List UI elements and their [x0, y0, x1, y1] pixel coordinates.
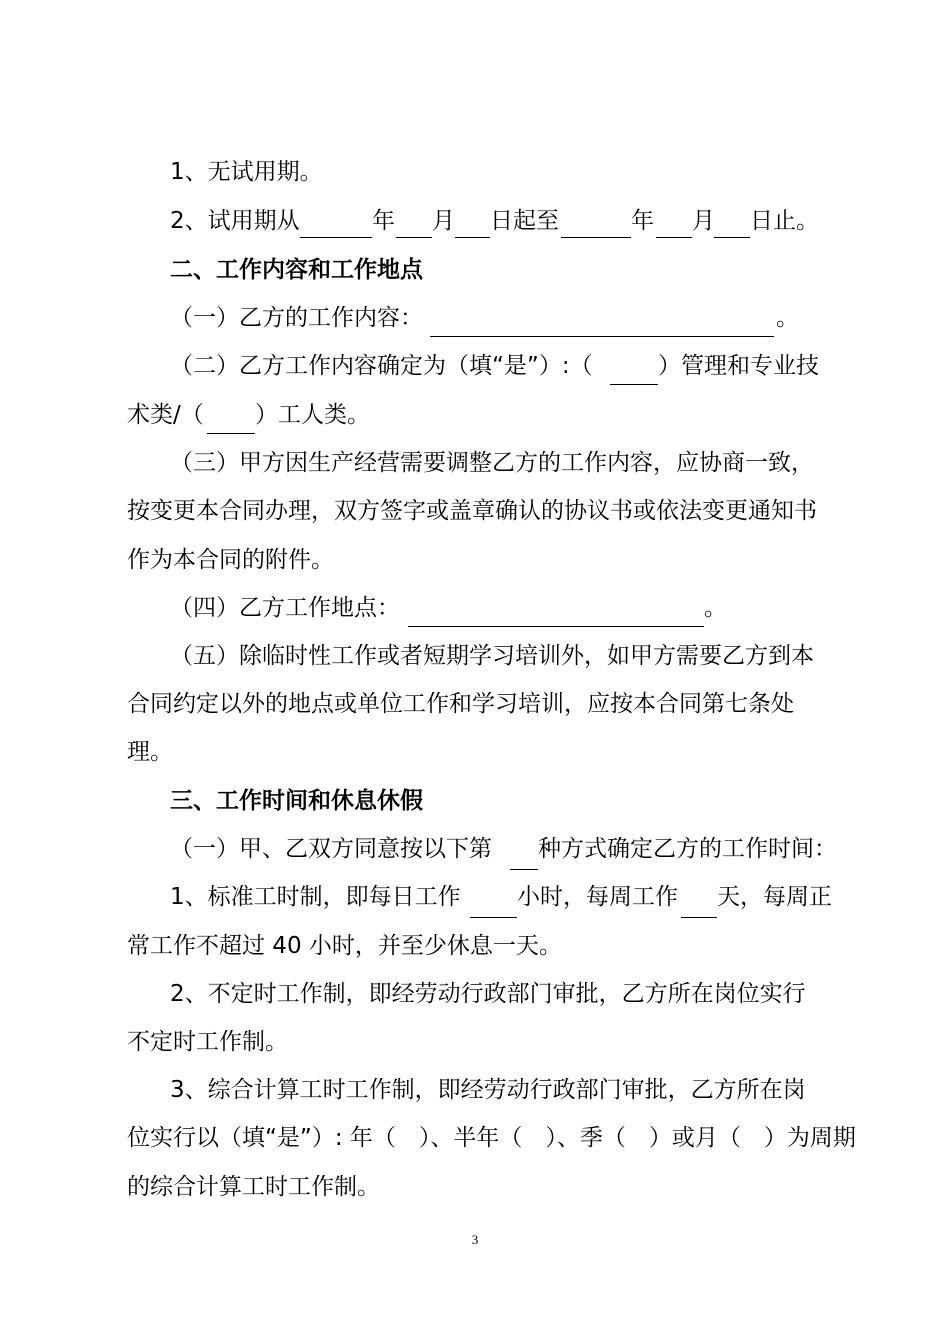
- adjust-line3: [0, 540, 950, 580]
- section2-heading-line: [0, 250, 950, 290]
- comprehensive-hours-text3: 的综合计算工时工作制。: [127, 1174, 380, 1200]
- trial-start-year-blank[interactable]: [300, 237, 372, 238]
- trial-end-month-blank[interactable]: [656, 237, 692, 238]
- work-type-line2: [0, 395, 950, 435]
- work-hours-mode-line: [0, 829, 950, 869]
- training-line2: [0, 684, 950, 724]
- training-text1: （五）除临时性工作或者短期学习培训外，如甲方需要乙方到本: [170, 643, 814, 669]
- trial-range-prefix: 2、试用期从: [170, 208, 300, 234]
- work-content-blank[interactable]: [430, 336, 774, 337]
- trial-start-month-label: 月: [432, 208, 455, 234]
- daily-hours-blank[interactable]: [470, 917, 517, 918]
- work-type-mgmt-blank[interactable]: [610, 384, 658, 385]
- work-type-text1: （二）乙方工作内容确定为（填“是”）:（: [170, 353, 593, 379]
- section2-heading: 二、工作内容和工作地点: [170, 257, 423, 283]
- comprehensive-hours-line3: [0, 1167, 950, 1207]
- trial-end-year-label: 年: [631, 208, 654, 234]
- trial-end-month-label: 月: [692, 208, 715, 234]
- adjust-text3: 作为本合同的附件。: [127, 547, 334, 573]
- standard-hours-text-c: 天，每周正: [717, 884, 832, 910]
- trial-start-day-label: 日起至: [490, 208, 559, 234]
- flexible-hours-text1: 2、不定时工作制，即经劳动行政部门审批，乙方所在岗位实行: [170, 981, 806, 1007]
- training-text2: 合同约定以外的地点或单位工作和学习培训，应按本合同第七条处: [127, 691, 794, 717]
- work-content-end: 。: [776, 305, 799, 331]
- work-type-worker-blank[interactable]: [207, 433, 255, 434]
- standard-hours-text-2: 常工作不超过 40 小时，并至少休息一天。: [127, 933, 562, 959]
- work-hours-mode-text-b: 种方式确定乙方的工作时间：: [538, 836, 837, 862]
- flexible-hours-line1: [0, 974, 950, 1014]
- work-content-line: [0, 298, 950, 338]
- comprehensive-hours-line1: [0, 1070, 950, 1110]
- page-number: 3: [471, 1232, 479, 1247]
- work-location-label: （四）乙方工作地点：: [170, 595, 400, 621]
- trial-none-text: 1、无试用期。: [170, 159, 323, 185]
- work-location-line: [0, 588, 950, 628]
- standard-hours-line2: [0, 926, 950, 966]
- work-location-blank[interactable]: [408, 626, 704, 627]
- trial-range-line: [0, 201, 950, 241]
- work-hours-mode-blank[interactable]: [510, 869, 538, 870]
- work-location-end: 。: [704, 595, 727, 621]
- flexible-hours-line2: [0, 1022, 950, 1062]
- training-line3: [0, 732, 950, 772]
- work-content-label: （一）乙方的工作内容：: [170, 305, 423, 331]
- flexible-hours-text2: 不定时工作制。: [127, 1029, 288, 1055]
- comprehensive-hours-text1: 3、综合计算工时工作制，即经劳动行政部门审批，乙方所在岗: [170, 1077, 806, 1103]
- work-type-line1: [0, 346, 950, 386]
- weekly-days-blank[interactable]: [681, 917, 717, 918]
- work-type-text1-end: ）管理和专业技: [658, 353, 819, 379]
- work-type-text2: 术类/（: [127, 402, 204, 428]
- standard-hours-text-b: 小时，每周工作: [517, 884, 678, 910]
- trial-start-year-label: 年: [372, 208, 395, 234]
- adjust-text2: 按变更本合同办理，双方签字或盖章确认的协议书或依法变更通知书: [127, 498, 817, 524]
- training-line1: [0, 636, 950, 676]
- trial-end-day-label: 日止。: [750, 208, 819, 234]
- trial-none-line: [0, 152, 950, 192]
- work-hours-mode-text-a: （一）甲、乙双方同意按以下第: [170, 836, 492, 862]
- standard-hours-text-a: 1、标准工时制，即每日工作: [170, 884, 461, 910]
- training-text3: 理。: [127, 739, 173, 765]
- adjust-text1: （三）甲方因生产经营需要调整乙方的工作内容，应协商一致，: [170, 450, 814, 476]
- trial-start-month-blank[interactable]: [396, 237, 432, 238]
- adjust-line2: [0, 491, 950, 531]
- trial-end-year-blank[interactable]: [561, 237, 631, 238]
- trial-start-day-blank[interactable]: [455, 237, 490, 238]
- comprehensive-hours-line2: [0, 1118, 950, 1158]
- standard-hours-line1: [0, 877, 950, 917]
- work-type-text2-end: ）工人类。: [255, 402, 370, 428]
- section3-heading-line: [0, 781, 950, 821]
- section3-heading: 三、工作时间和休息休假: [170, 788, 423, 814]
- comprehensive-hours-text2: 位实行以（填“是”）: 年（ ）、半年（ ）、季（ ）或月（ ）为周期: [127, 1125, 856, 1151]
- trial-end-day-blank[interactable]: [714, 237, 750, 238]
- adjust-line1: [0, 443, 950, 483]
